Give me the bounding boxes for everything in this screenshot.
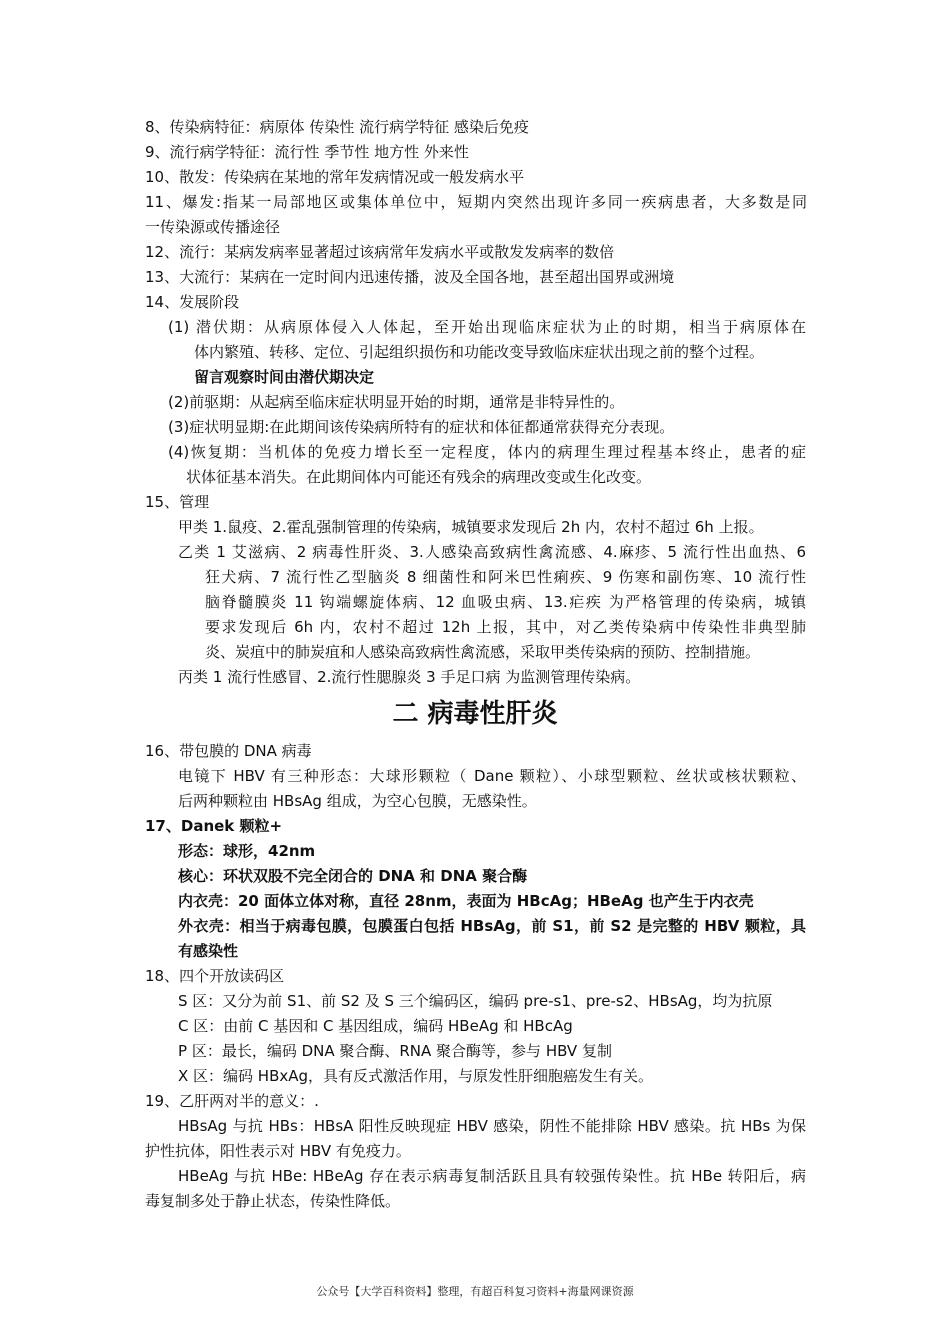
- orf-c: C 区：由前 C 基因和 C 基因组成，编码 HBeAg 和 HBcAg: [178, 1017, 573, 1035]
- item-19-hbs-line-2: 护性抗体，阳性表示对 HBV 有免疫力。: [145, 1142, 411, 1160]
- item-8: 8、传染病特征：病原体 传染性 流行病学特征 感染后免疫: [145, 118, 529, 136]
- class-a: 甲类 1.鼠疫、2.霍乱强制管理的传染病，城镇要求发现后 2h 内，农村不超过 6h 上报。: [178, 518, 764, 536]
- item-19-hbs-line-1: HBsAg 与抗 HBs：HBsA 阳性反映现症 HBV 感染，阴性不能排除 HBV 感染。抗 HBs 为保: [178, 1117, 806, 1135]
- orf-s: S 区：又分为前 S1、前 S2 及 S 三个编码区，编码 pre-s1、pre-s2、HBsAg，均为抗原: [178, 992, 773, 1010]
- item-17-core: 核心：环状双股不完全闭合的 DNA 和 DNA 聚合酶: [178, 867, 528, 885]
- item-15: 15、管理: [145, 493, 210, 511]
- item-17-shape: 形态：球形，42nm: [178, 842, 316, 860]
- item-11-line-1: 11、爆发:指某一局部地区或集体单位中，短期内突然出现许多同一疾病患者，大多数是同: [145, 193, 807, 211]
- item-17-outer-capsid-line-2: 有感染性: [178, 942, 239, 960]
- orf-x: X 区：编码 HBxAg，具有反式激活作用，与原发性肝细胞癌发生有关。: [178, 1067, 654, 1085]
- class-b-line-5: 炎、炭疽中的肺炭疽和人感染高致病性禽流感，采取甲类传染病的预防、控制措施。: [205, 643, 761, 661]
- item-17: 17、Danek 颗粒+: [145, 817, 283, 835]
- item-14: 14、发展阶段: [145, 293, 240, 311]
- item-16: 16、带包膜的 DNA 病毒: [145, 742, 312, 760]
- item-16-line-2: 后两种颗粒由 HBsAg 组成，为空心包膜，无感染性。: [178, 792, 537, 810]
- item-11-line-2: 一传染源或传播途径: [145, 218, 281, 236]
- footer-note: 公众号【大学百科资料】整理，有超百科复习资料+海量网课资源: [316, 1285, 634, 1298]
- item-19-hbe-line-2: 毒复制多处于静止状态，传染性降低。: [145, 1192, 401, 1210]
- class-b-line-4: 要求发现后 6h 内，农村不超过 12h 上报，其中，对乙类传染病中传染性非典型肺: [205, 618, 806, 636]
- item-10: 10、散发：传染病在某地的常年发病情况或一般发病水平: [145, 168, 525, 186]
- section-heading: 二 病毒性肝炎: [392, 699, 558, 729]
- item-12: 12、流行：某病发病率显著超过该病常年发病水平或散发发病率的数倍: [145, 243, 615, 261]
- class-b-line-1: 乙类 1 艾滋病、2 病毒性肝炎、3.人感染高致病性禽流感、4.麻疹、5 流行性出血热、6: [178, 543, 806, 561]
- item-17-outer-capsid-line-1: 外衣壳：相当于病毒包膜，包膜蛋白包括 HBsAg，前 S1，前 S2 是完整的 HBV 颗粒，具: [178, 917, 806, 935]
- stage-1-line-1: (1) 潜伏期：从病原体侵入人体起，至开始出现临床症状为止的时期，相当于病原体在: [168, 318, 806, 336]
- stage-3: (3)症状明显期:在此期间该传染病所特有的症状和体征都通常获得充分表现。: [168, 418, 675, 436]
- stage-1-line-2: 体内繁殖、转移、定位、引起组织损伤和功能改变导致临床症状出现之前的整个过程。: [194, 343, 765, 361]
- class-b-line-2: 狂犬病、7 流行性乙型脑炎 8 细菌性和阿米巴性痢疾、9 伤寒和副伤寒、10 流行性: [205, 568, 806, 586]
- stage-4-line-2: 状体征基本消失。在此期间体内可能还有残余的病理改变或生化改变。: [186, 468, 652, 486]
- stage-4-line-1: (4)恢复期：当机体的免疫力增长至一定程度，体内的病理生理过程基本终止，患者的症: [168, 443, 806, 461]
- item-9: 9、流行病学特征：流行性 季节性 地方性 外来性: [145, 143, 469, 161]
- item-19: 19、乙肝两对半的意义：.: [145, 1092, 319, 1110]
- stage-2: (2)前驱期：从起病至临床症状明显开始的时期，通常是非特异性的。: [168, 393, 625, 411]
- orf-p: P 区：最长，编码 DNA 聚合酶、RNA 聚合酶等，参与 HBV 复制: [178, 1042, 612, 1060]
- item-17-inner-capsid: 内衣壳：20 面体立体对称，直径 28nm，表面为 HBcAg；HBeAg 也产生于内衣壳: [178, 892, 754, 910]
- item-16-line-1: 电镜下 HBV 有三种形态：大球形颗粒（ Dane 颗粒）、小球型颗粒、丝状或核状颗粒、: [178, 767, 806, 785]
- item-13: 13、大流行：某病在一定时间内迅速传播，波及全国各地，甚至超出国界或洲境: [145, 268, 675, 286]
- stage-1-note: 留言观察时间由潜伏期决定: [194, 368, 375, 386]
- class-c: 丙类 1 流行性感冒、2.流行性腮腺炎 3 手足口病 为监测管理传染病。: [178, 668, 641, 686]
- item-19-hbe-line-1: HBeAg 与抗 HBe: HBeAg 存在表示病毒复制活跃且具有较强传染性。抗 HBe 转阳后，病: [178, 1167, 806, 1185]
- class-b-line-3: 脑脊髓膜炎 11 钩端螺旋体病、12 血吸虫病、13.疟疾 为严格管理的传染病，城镇: [205, 593, 806, 611]
- item-18: 18、四个开放读码区: [145, 967, 285, 985]
